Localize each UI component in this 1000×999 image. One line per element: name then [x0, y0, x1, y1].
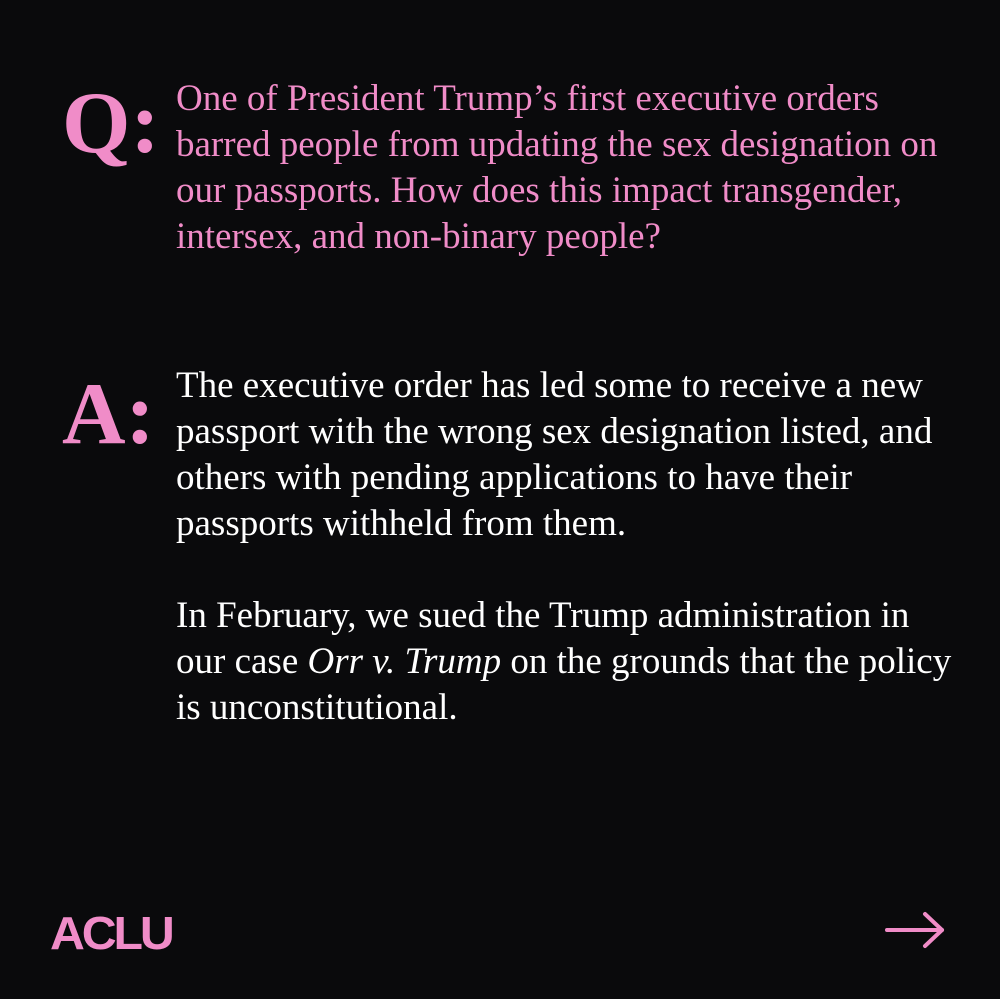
case-name: Orr v. Trump	[307, 641, 502, 682]
answer-paragraph-2-lead: In February, we sued the Trump administration in our case	[176, 595, 910, 682]
answer-marker: A:	[62, 366, 155, 463]
next-arrow-button[interactable]	[884, 908, 948, 952]
question-marker: Q:	[62, 75, 160, 172]
answer-paragraph-2-tail: on the grounds that the policy is unconstitutional.	[176, 641, 952, 728]
question-text: One of President Trump’s first executive orders barred people from updating the sex designation on our passports. How does this impact transgender, intersex, and non-binary people?	[176, 78, 938, 257]
answer-paragraph-2	[176, 593, 966, 731]
answer-text	[176, 363, 966, 731]
answer-paragraph-1: The executive order has led some to receive a new passport with the wrong sex designation listed, and others with pending applications to have their passports withheld from them.	[176, 365, 933, 544]
arrow-right-icon	[884, 908, 948, 952]
aclu-logo: ACLU	[50, 907, 172, 959]
